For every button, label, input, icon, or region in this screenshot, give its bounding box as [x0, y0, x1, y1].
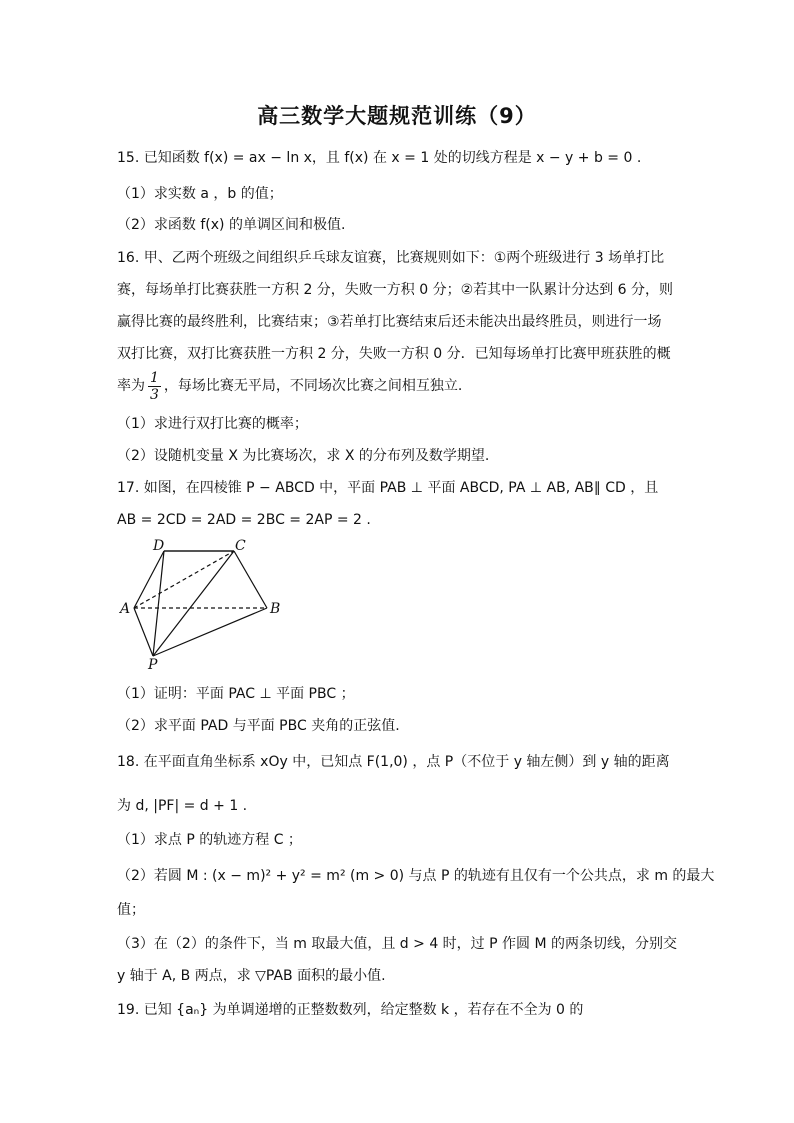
fraction-denominator: 3 — [150, 386, 159, 403]
q18-line1: 18. 在平面直角坐标系 xOy 中，已知点 F(1,0) ，点 P（不位于 y 轴左侧）到 y 轴的距离 — [117, 754, 670, 770]
edge-PA — [134, 608, 153, 656]
q19-line1: 19. 已知 {aₙ} 为单调递增的正整数数列，给定整数 k ，若存在不全为 0 的 — [117, 1002, 584, 1018]
label-B: B — [270, 601, 281, 617]
q17-part2: （2）求平面 PAD 与平面 PBC 夹角的正弦值. — [117, 718, 400, 734]
label-P: P — [148, 657, 158, 672]
edge-PD — [153, 551, 164, 656]
q16-line3: 赢得比赛的最终胜利，比赛结束；③若单打比赛结束后还未能决出最终胜员，则进行一场 — [117, 314, 662, 330]
fraction-one-third — [148, 370, 161, 403]
q15-stem: 15. 已知函数 f(x) = ax − ln x，且 f(x) 在 x = 1 处的切线方程是 x − y + b = 0 . — [117, 150, 642, 166]
q16-part2: （2）设随机变量 X 为比赛场次，求 X 的分布列及数学期望. — [117, 448, 490, 464]
pyramid-figure — [110, 536, 300, 672]
q16-line5-post: ，每场比赛无平局，不同场次比赛之间相互独立. — [163, 378, 463, 394]
q18-part3-a: （3）在（2）的条件下，当 m 取最大值，且 d > 4 时，过 P 作圆 M 的两条切线，分别交 — [117, 936, 677, 952]
edge-CB — [234, 551, 267, 608]
q18-part1: （1）求点 P 的轨迹方程 C ； — [117, 832, 302, 848]
q16-line4: 双打比赛，双打比赛获胜一方积 2 分，失败一方积 0 分．已知每场单打比赛甲班获胜的概 — [117, 346, 671, 362]
q15-part1: （1）求实数 a ，b 的值； — [117, 186, 283, 202]
q17-line2: AB = 2CD = 2AD = 2BC = 2AP = 2 . — [117, 512, 371, 528]
q17-part1: （1）证明：平面 PAC ⊥ 平面 PBC ； — [117, 686, 355, 702]
q15-part2: （2）求函数 f(x) 的单调区间和极值. — [117, 217, 346, 233]
q17-line1: 17. 如图，在四棱锥 P − ABCD 中，平面 PAB ⊥ 平面 ABCD, PA ⊥ AB, AB∥ CD ，且 — [117, 480, 659, 496]
edge-BP — [153, 608, 267, 656]
q16-line5-pre: 率为 — [117, 378, 145, 394]
fraction-numerator: 1 — [150, 369, 159, 386]
edge-PC — [153, 551, 234, 656]
label-A: A — [120, 601, 131, 617]
q18-part3-b: y 轴于 A, B 两点，求 ▽PAB 面积的最小值. — [117, 968, 386, 984]
q16-part1: （1）求进行双打比赛的概率； — [117, 416, 308, 432]
q16-line2: 赛，每场单打比赛获胜一方积 2 分，失败一方积 0 分；②若其中一队累计分达到 6 分，则 — [117, 282, 673, 298]
q16-line1: 16. 甲、乙两个班级之间组织乒乓球友谊赛，比赛规则如下：①两个班级进行 3 场单打比 — [117, 250, 665, 266]
q18-line2: 为 d, |PF| = d + 1 . — [117, 798, 248, 814]
page-title: 高三数学大题规范训练（9） — [257, 104, 537, 128]
label-C: C — [235, 538, 246, 554]
q18-part2-a: （2）若圆 M : (x − m)² + y² = m² (m > 0) 与点 P 的轨迹有且仅有一个公共点，求 m 的最大 — [117, 868, 715, 884]
q16-line5 — [117, 368, 687, 404]
label-D: D — [153, 538, 165, 554]
q18-part2-b: 值； — [117, 902, 145, 918]
